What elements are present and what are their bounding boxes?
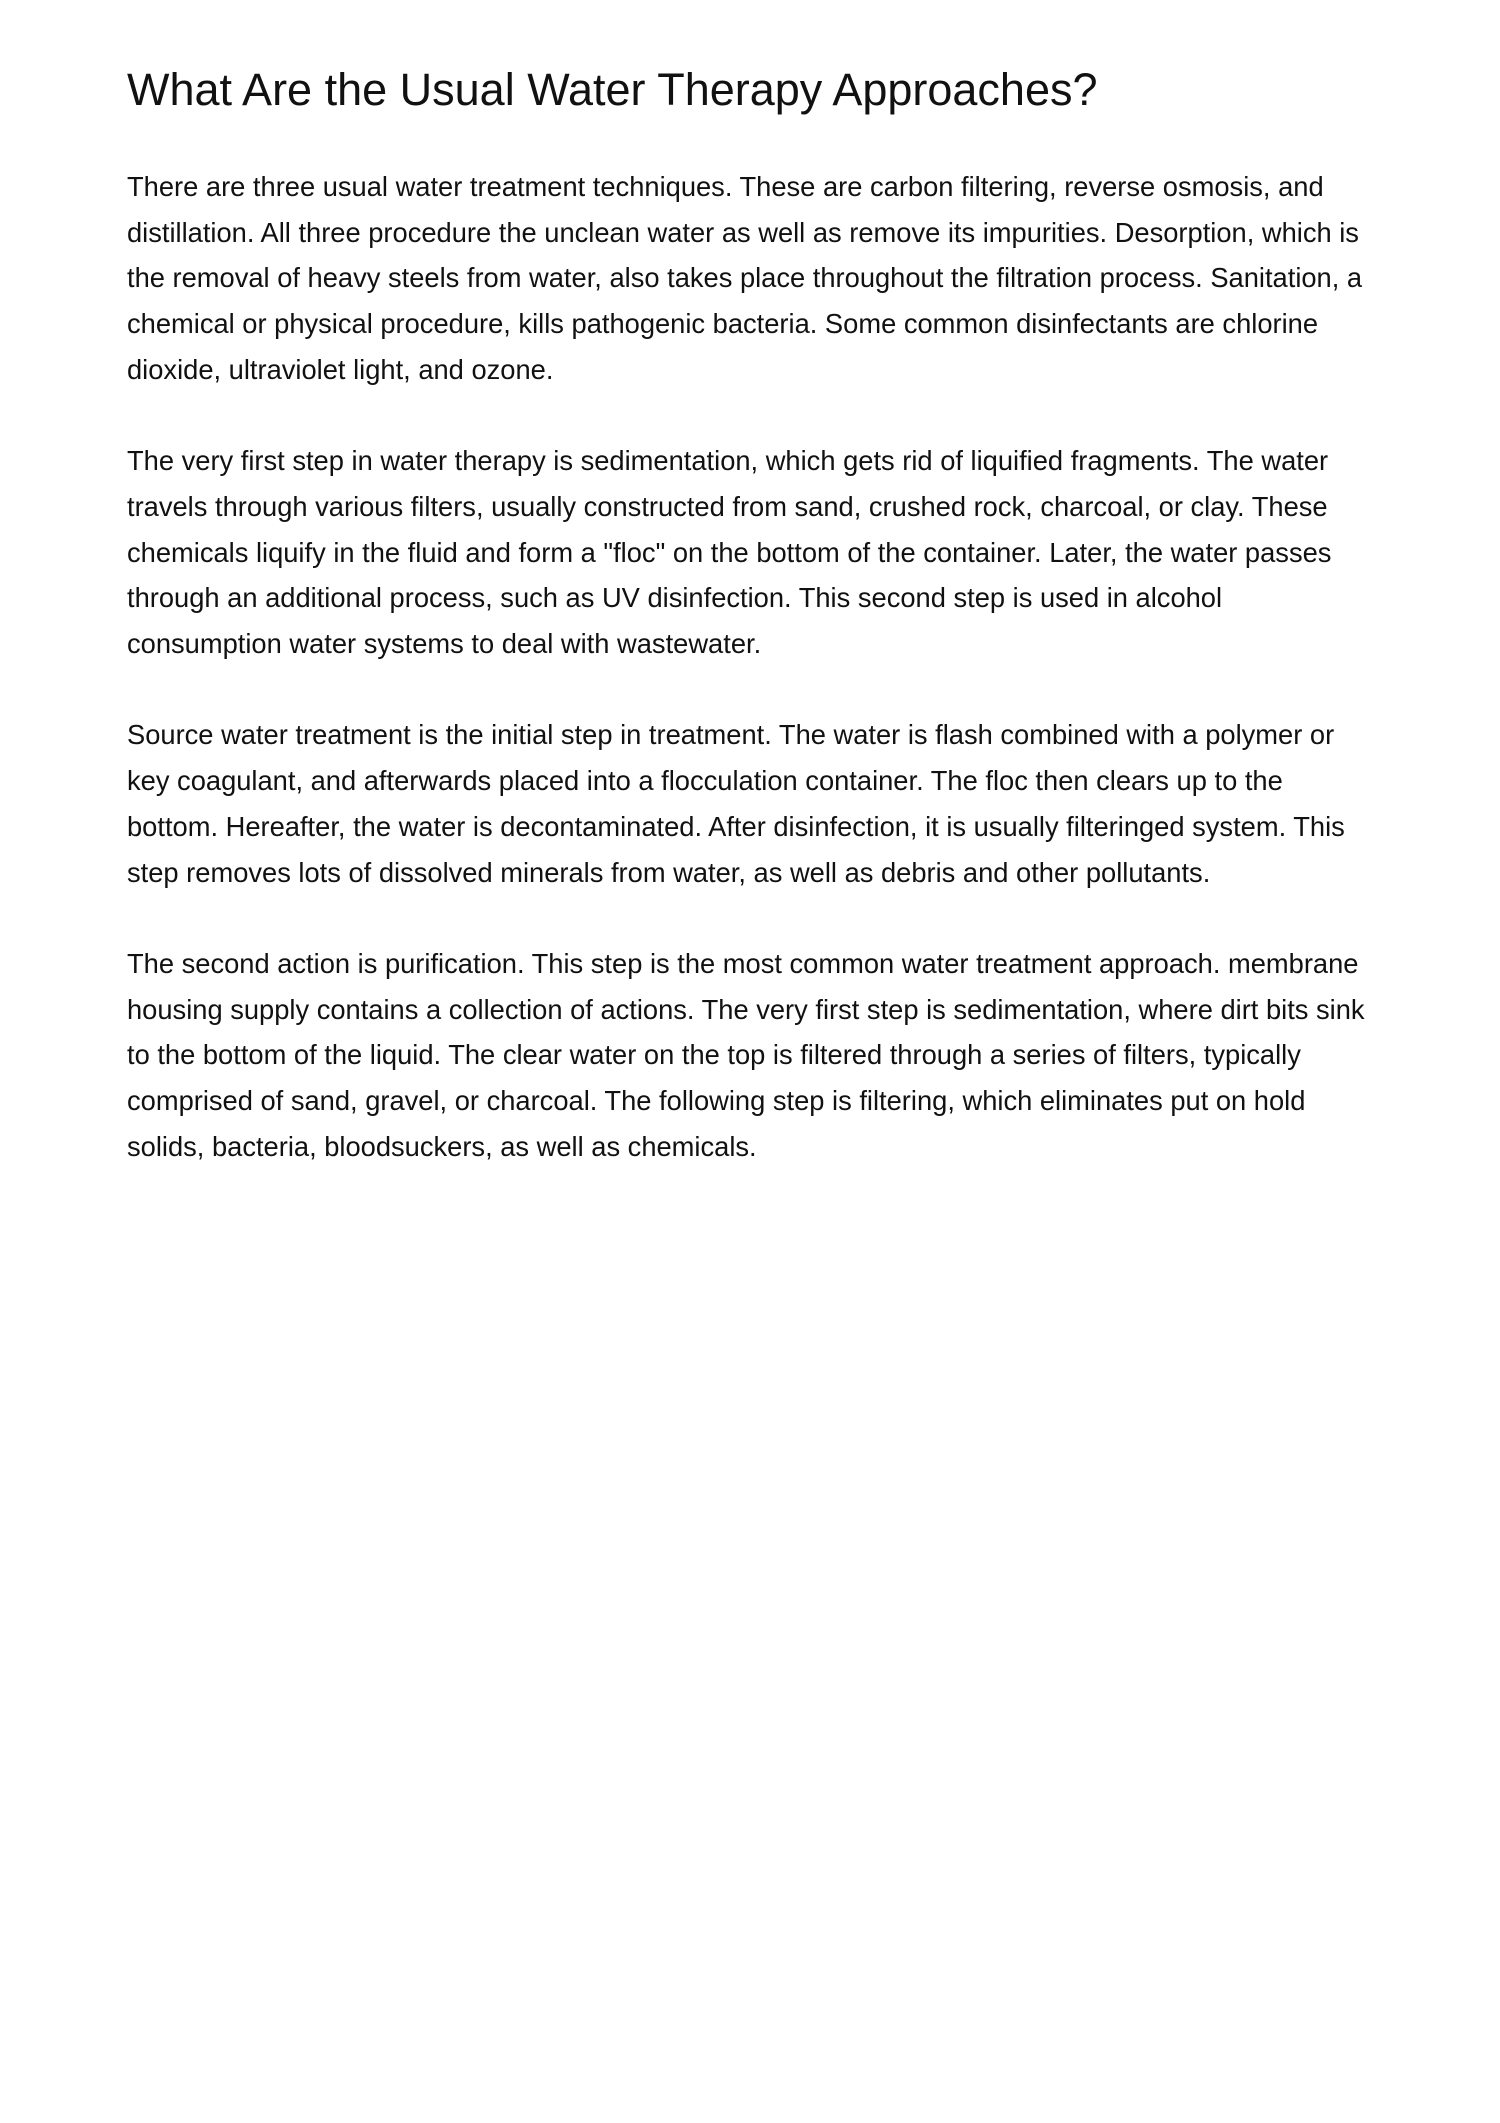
paragraph-1: There are three usual water treatment techniques. These are carbon filtering, reverse osmosis, and distillation. All three procedure the unclean water as well as remove its impurities. Desorption, which is the removal of heavy steels from water, also takes place throughout the filtration process. Sanitation, a chemical or physical procedure, kills pathogenic bacteria. Some common disinfectants are chlorine dioxide, ultraviolet light, and ozone. [127, 171, 1363, 385]
page-title: What Are the Usual Water Therapy Approaches? [127, 64, 1098, 115]
paragraph-4: The second action is purification. This step is the most common water treatment approach. membrane housing supply contains a collection of actions. The very first step is sedimentation, where dirt bits sink to the bottom of the liquid. The clear water on the top is filtered through a series of filters, typically comprised of sand, gravel, or charcoal. The following step is filtering, which eliminates put on hold solids, bacteria, bloodsuckers, as well as chemicals. [127, 947, 1365, 1162]
document-page [127, 60, 1377, 1215]
paragraph-3: Source water treatment is the initial step in treatment. The water is flash combined with a polymer or key coagulant, and afterwards placed into a flocculation container. The floc then clears up to the bottom. Hereafter, the water is decontaminated. After disinfection, it is usually filteringed system. This step removes lots of dissolved minerals from water, as well as debris and other pollutants. [127, 719, 1345, 888]
paragraph-2: The very first step in water therapy is sedimentation, which gets rid of liquified fragments. The water travels through various filters, usually constructed from sand, crushed rock, charcoal, or clay. These chemicals liquify in the fluid and form a "floc" on the bottom of the container. Later, the water passes through an additional process, such as UV disinfection. This second step is used in alcohol consumption water systems to deal with wastewater. [127, 445, 1332, 660]
